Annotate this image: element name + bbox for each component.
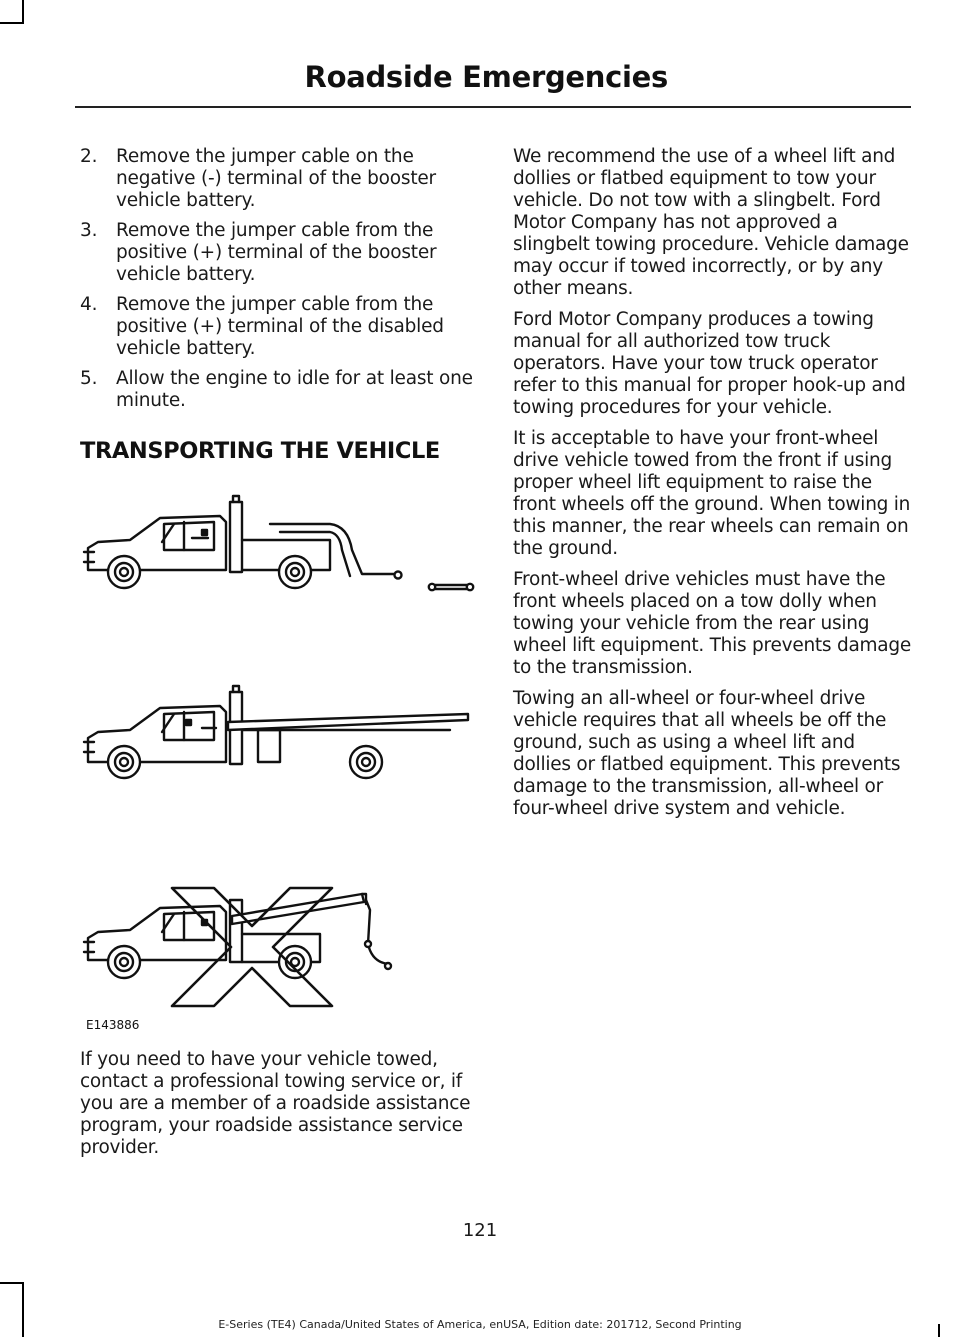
page-number: 121 [462, 1220, 498, 1241]
wheel-lift-truck-illustration [84, 496, 473, 590]
paragraph: Towing an all-wheel or four-wheel drive vehicle requires that all wheels be off the ground, such as using a wheel lift and dollies or flatbed equipment. This prevents damage to the transmission, all-wheel or four-wheel drive system and vehicle. [513, 688, 901, 819]
towing-diagrams [80, 490, 480, 1035]
footer-text: E-Series (TE4) Canada/United States of America, enUSA, Edition date: 201712, Second Printing [218, 1318, 742, 1331]
step-number: 4. [80, 294, 98, 315]
step-text: Remove the jumper cable from the positive (+) terminal of the disabled vehicle battery. [116, 294, 444, 359]
list-item [80, 146, 480, 212]
paragraph: Front-wheel drive vehicles must have the front wheels placed on a tow dolly when towing your vehicle from the rear using wheel lift equipment. This prevents damage to the transmission. [513, 569, 912, 678]
step-text: Allow the engine to idle for at least one minute. [116, 368, 473, 411]
paragraph: It is acceptable to have your front-wheel drive vehicle towed from the front if using proper wheel lift equipment to raise the front wheels off the ground. When towing in this manner, the rear wheels can remain on the ground. [513, 428, 911, 559]
step-number: 3. [80, 220, 98, 241]
list-item [80, 220, 480, 286]
section-heading: TRANSPORTING THE VEHICLE [80, 438, 440, 464]
crop-mark [0, 1282, 24, 1284]
paragraph: We recommend the use of a wheel lift and dollies or flatbed equipment to tow your vehicle. Do not tow with a slingbelt. Ford Motor Company has not approved a slingbelt towing procedure. Vehicle damage may occur if towed incorrectly, or by any other means. [513, 146, 909, 299]
header-divider [75, 106, 911, 108]
step-text: Remove the jumper cable from the positive (+) terminal of the booster vehicle battery. [116, 220, 437, 285]
step-number: 2. [80, 146, 98, 167]
crop-mark [0, 22, 24, 24]
left-column [80, 146, 480, 464]
left-bottom-text [80, 1049, 480, 1168]
step-number: 5. [80, 368, 98, 389]
crop-mark [22, 0, 24, 24]
right-column [513, 146, 913, 829]
paragraph: Ford Motor Company produces a towing manual for all authorized tow truck operators. Have your tow truck operator refer to this manual for proper hook-up and towing procedures for your vehicle. [513, 309, 906, 418]
page-title: Roadside Emergencies [304, 60, 668, 94]
towing-illustration [80, 490, 480, 1035]
list-item [80, 368, 480, 412]
paragraph: If you need to have your vehicle towed, contact a professional towing service or, if you are a member of a roadside assistance program, your roadside assistance service provider. [80, 1049, 471, 1158]
step-text: Remove the jumper cable on the negative (-) terminal of the booster vehicle battery. [116, 146, 436, 211]
sling-tow-truck-illustration [84, 894, 391, 978]
flatbed-truck-illustration [84, 686, 468, 778]
steps-list [80, 146, 480, 412]
list-item [80, 294, 480, 360]
figure-id: E143886 [86, 1018, 140, 1032]
